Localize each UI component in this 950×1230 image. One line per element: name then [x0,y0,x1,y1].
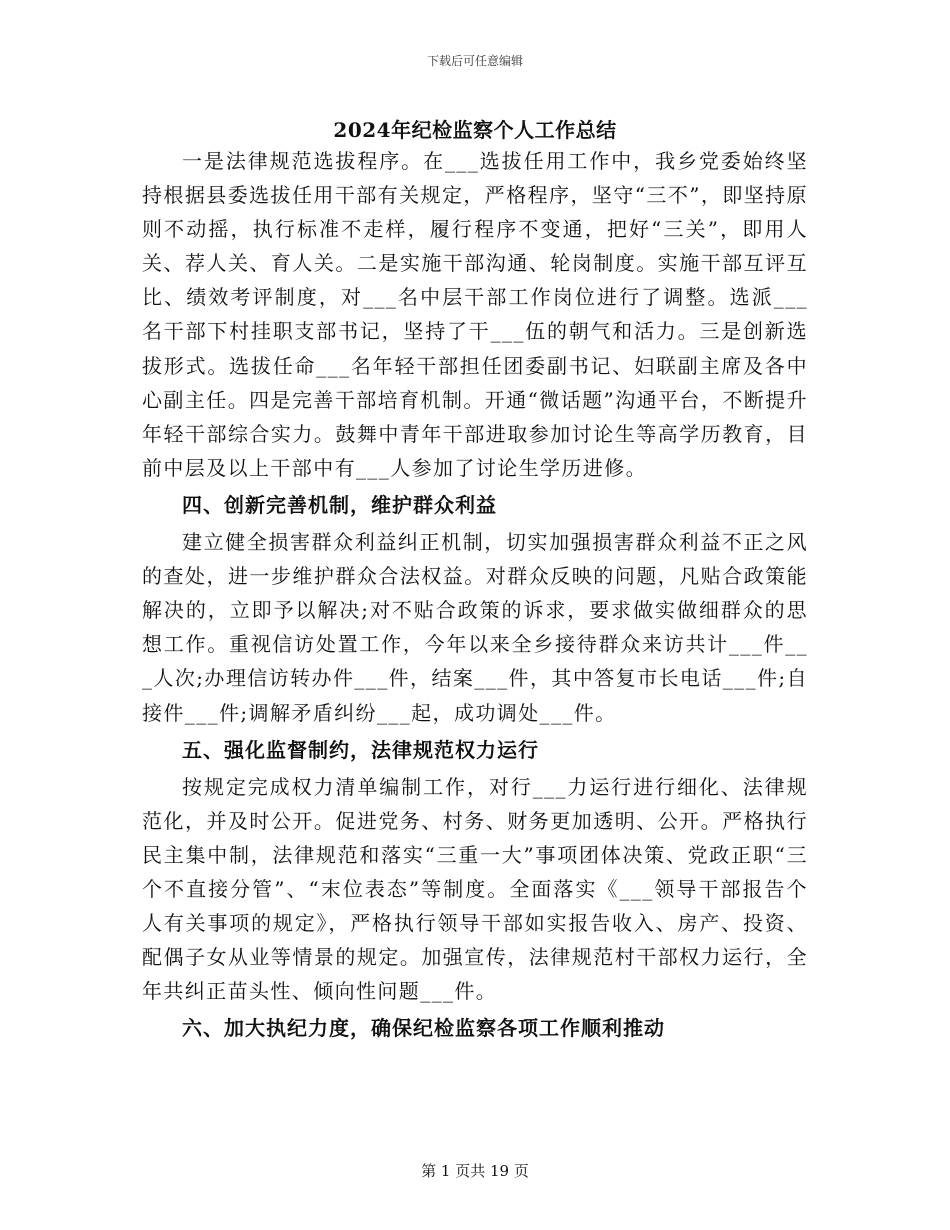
section-heading-6: 六、加大执纪力度，确保纪检监察各项工作顺利推动 [182,1016,665,1041]
paragraph-power-supervision: 按规定完成权力清单编制工作，对行___力运行进行细化、法律规范化，并及时公开。促进党务、村务、财务更加透明、公开。严格执行民主集中制，法律规范和落实“三重一大”事项团体决策、党政正职“三个不直接分管”、“末位表态”等制度。全面落实《___领导干部报告个人有关事项的规定》，严格执行领导干部如实报告收入、房产、投资、配偶子女从业等情景的规定。加强宣传，法律规范村干部权力运行，全年共纠正苗头性、倾向性问题___件。 [142,774,808,1004]
page-number: 第 1 页共 19 页 [421,1162,529,1180]
paragraph-mass-interests: 建立健全损害群众利益纠正机制，切实加强损害群众利益不正之风的查处，进一步维护群众合法权益。对群众反映的问题，凡贴合政策能解决的，立即予以解决;对不贴合政策的诉求，要求做实做细群众的思想工作。重视信访处置工作，今年以来全乡接待群众来访共计___件___人次;办理信访转办件___件，结案___件，其中答复市长电话___件;自接件___件;调解矛盾纠纷___起，成功调处___件。 [142,530,808,725]
document-title: 2024年纪检监察个人工作总结 [333,118,617,142]
document-body [142,144,808,1048]
header-note: 下载后可任意编辑 [426,54,523,68]
paragraph-selection-procedure: 一是法律规范选拔程序。在___选拔任用工作中，我乡党委始终坚持根据县委选拔任用干部有关规定，严格程序，坚守“三不”，即坚持原则不动摇，执行标准不走样，履行程序不变通，把好“三关”，即用人关、荐人关、育人关。二是实施干部沟通、轮岗制度。实施干部互评互比、绩效考评制度，对___名中层干部工作岗位进行了调整。选派___名干部下村挂职支部书记，坚持了干___伍的朝气和活力。三是创新选拔形式。选拔任命___名年轻干部担任团委副书记、妇联副主席及各中心副主任。四是完善干部培育机制。开通“微话题”沟通平台，不断提升年轻干部综合实力。鼓舞中青年干部进取参加讨论生等高学历教育，目前中层及以上干部中有___人参加了讨论生学历进修。 [142,149,808,480]
section-heading-5: 五、强化监督制约，法律规范权力运行 [182,737,539,762]
section-heading-4: 四、创新完善机制，维护群众利益 [182,492,497,517]
